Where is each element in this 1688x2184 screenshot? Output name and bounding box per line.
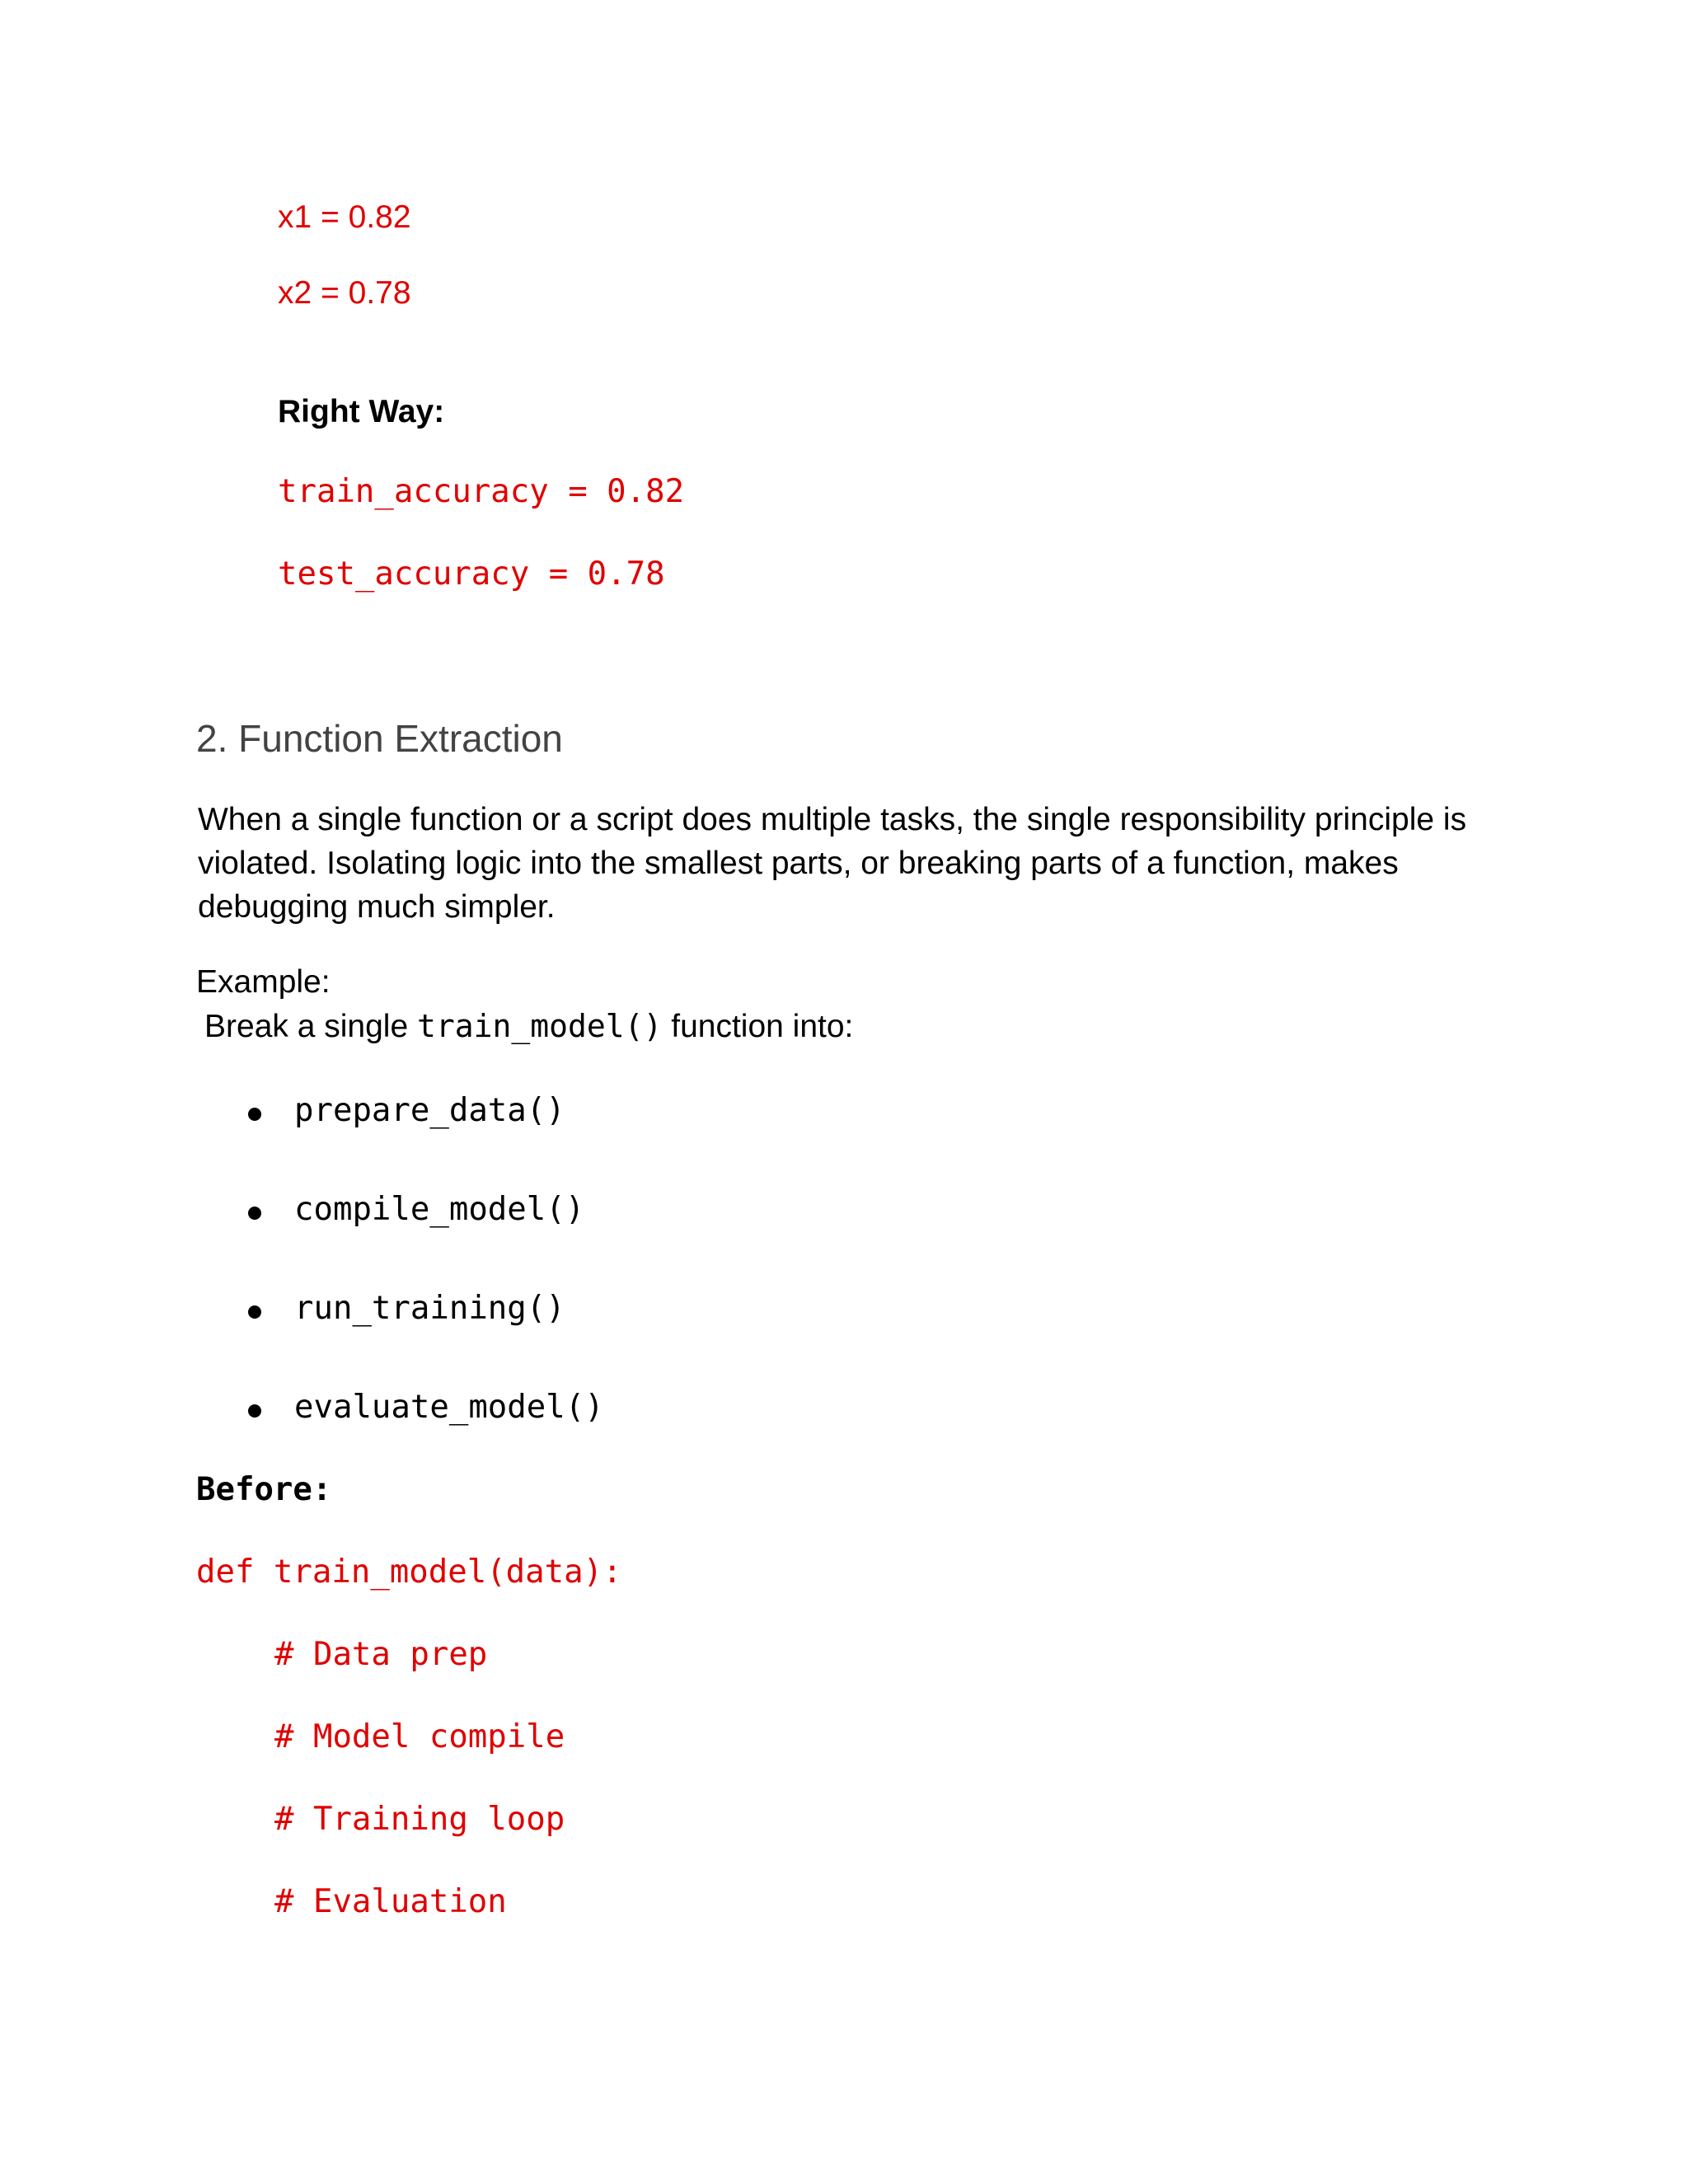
- before-label: Before:: [196, 1471, 332, 1508]
- right-way-label: Right Way:: [278, 394, 445, 429]
- bullet-text: evaluate_model(): [294, 1389, 604, 1426]
- break-prefix: Break a single: [204, 1009, 409, 1044]
- bullet-icon: [248, 1404, 261, 1418]
- bullet-icon: [248, 1305, 261, 1319]
- example-label: Example:: [196, 964, 331, 1000]
- bullet-icon: [248, 1207, 261, 1220]
- break-line: [204, 1010, 853, 1043]
- bullet-text: run_training(): [294, 1290, 565, 1327]
- bullet-icon: [248, 1108, 261, 1121]
- section-paragraph: When a single function or a script does multiple tasks, the single responsibility principle is violated. Isolating logic into the smallest parts, or breaking parts of a function, makes debugging much simpler.: [198, 802, 1467, 925]
- bullet-text: prepare_data(): [294, 1092, 565, 1129]
- before-def-line: def train_model(data):: [196, 1554, 622, 1591]
- break-suffix: function into:: [671, 1009, 854, 1044]
- example-line-x2: x2 = 0.78: [278, 275, 411, 311]
- before-comment-line: # Evaluation: [274, 1883, 507, 1920]
- before-comment-line: # Data prep: [274, 1636, 488, 1673]
- before-comment-line: # Model compile: [274, 1718, 565, 1755]
- bullet-text: compile_model(): [294, 1191, 585, 1228]
- right-way-code-line-1: train_accuracy = 0.82: [278, 473, 685, 510]
- right-way-code-line-2: test_accuracy = 0.78: [278, 555, 665, 593]
- before-comment-line: # Training loop: [274, 1801, 565, 1838]
- example-line-x1: x1 = 0.82: [278, 199, 411, 235]
- break-code: train_model(): [416, 1008, 663, 1044]
- section-heading: 2. Function Extraction: [196, 717, 563, 760]
